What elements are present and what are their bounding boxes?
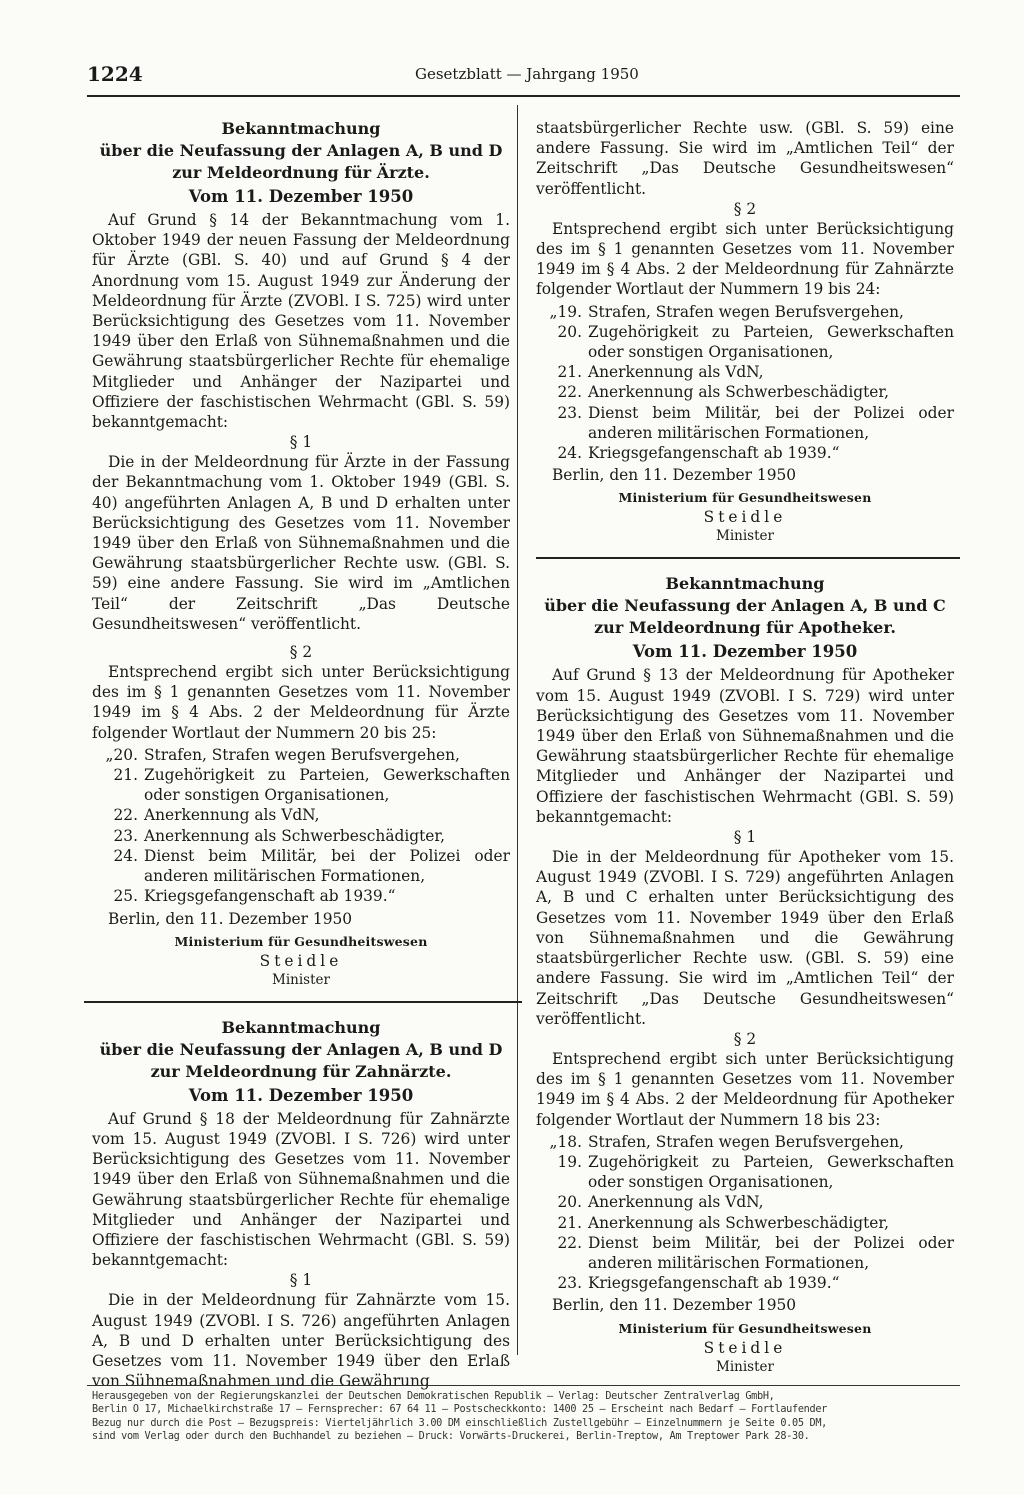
numbered-list bbox=[92, 745, 510, 907]
paragraph-text: Die in der Meldeordnung für Ärzte in der Fassung der Bekanntmachung vom 1. Oktober 1949 (GBl. S. 40) angeführten Anlagen A, B und D erhalten unter Berücksichtigung des Gesetzes vom 11. November 1949 über den Erlaß von Sühnemaßnahmen und die Gewährung staatsbürgerlicher Rechte usw. (GBl. S. 59) eine andere Fassung. Sie wird im „Amtlichen Teil“ der Zeitschrift „Das Deutsche Gesundheitswesen“ veröffentlicht. bbox=[92, 453, 510, 633]
intro-paragraph: Auf Grund § 14 der Bekanntmachung vom 1. Oktober 1949 der neuen Fassung der Meldeordnung für Ärzte (GBl. S. 40) und auf Grund § 4 der Anordnung vom 15. August 1949 zur Änderung der Meldeordnung für Ärzte (ZVOBl. I S. 725) wird unter Berücksichtigung des Gesetzes vom 11. November 1949 über den Erlaß von Sühnemaßnahmen und die Gewährung staatsbürgerlicher Rechte für ehemalige Mitglieder und Anhänger der Nazipartei und Offiziere der faschistischen Wehrmacht (GBl. S. 59) bekanntgemacht: bbox=[92, 211, 510, 432]
imprint-line: Berlin O 17, Michaelkirchstraße 17 — Fernsprecher: 67 64 11 — Postscheckkonto: 1400 25 — Erscheint nach Bedarf — Fortlaufender bbox=[92, 1404, 828, 1416]
ministry: Ministerium für Gesundheitswesen bbox=[618, 1320, 872, 1336]
list-item: 24. Kriegsgefangenschaft ab 1939.“ bbox=[557, 444, 840, 463]
section-date: Vom 11. Dezember 1950 bbox=[188, 187, 414, 206]
paragraph-label: § 2 bbox=[289, 643, 313, 662]
section-title: Bekanntmachung über die Neufassung der Anlagen A, B und C zur Meldeordnung für Apotheker. bbox=[544, 574, 946, 638]
list-item: 19. Zugehörigkeit zu Parteien, Gewerkschaften oder sonstigen Organisationen, bbox=[557, 1152, 954, 1192]
imprint-line: Herausgegeben von der Regierungskanzlei der Deutschen Demokratischen Republik — Verlag: Deutscher Zentralverlag GmbH, bbox=[92, 1391, 775, 1402]
paragraph-label: § 2 bbox=[733, 199, 757, 218]
numbered-list bbox=[536, 302, 954, 464]
place-date: Berlin, den 11. Dezember 1950 bbox=[552, 466, 797, 485]
place-date: Berlin, den 11. Dezember 1950 bbox=[552, 1296, 797, 1315]
list-item: 20. Anerkennung als VdN, bbox=[557, 1193, 764, 1212]
imprint-rule bbox=[87, 1385, 960, 1386]
column-divider bbox=[517, 105, 518, 1355]
paragraph-text: Entsprechend ergibt sich unter Berücksichtigung des im § 1 genannten Gesetzes vom 11. November 1949 im § 4 Abs. 2 der Meldeordnung für Ärzte folgender Wortlaut der Nummern 20 bis 25: bbox=[92, 663, 510, 742]
list-item: 24. Dienst beim Militär, bei der Polizei oder anderen militärischen Formationen, bbox=[113, 846, 510, 886]
right-column bbox=[536, 118, 954, 1376]
paragraph-label: § 1 bbox=[289, 433, 313, 452]
journal-title: Gesetzblatt — Jahrgang 1950 bbox=[415, 65, 639, 83]
list-item: 22. Anerkennung als VdN, bbox=[113, 806, 320, 825]
signer: Steidle bbox=[703, 508, 787, 527]
left-column bbox=[92, 118, 510, 1391]
signer: Steidle bbox=[703, 1338, 787, 1357]
section-title: Bekanntmachung über die Neufassung der Anlagen A, B und D zur Meldeordnung für Zahnärzte. bbox=[99, 1017, 503, 1081]
section-rule bbox=[84, 1001, 522, 1003]
intro-paragraph: Auf Grund § 13 der Meldeordnung für Apotheker vom 15. August 1949 (ZVOBl. I S. 729) wird unter Berücksichtigung des Gesetzes vom 11. November 1949 über den Erlaß von Sühnemaßnahmen und die Gewährung staatsbürgerlicher Rechte für ehemalige Mitglieder und Anhänger der Nazipartei und Offiziere der faschistischen Wehrmacht (GBl. S. 59) bekanntgemacht: bbox=[536, 666, 954, 826]
section-zahnaerzte bbox=[92, 1017, 510, 1392]
numbered-list bbox=[536, 1132, 954, 1294]
paragraph-text: Entsprechend ergibt sich unter Berücksichtigung des im § 1 genannten Gesetzes vom 11. November 1949 im § 4 Abs. 2 der Meldeordnung für Apotheker folgender Wortlaut der Nummern 18 bis 23: bbox=[536, 1049, 954, 1129]
signer-role: Minister bbox=[272, 971, 330, 988]
list-item: 22. Dienst beim Militär, bei der Polizei oder anderen militärischen Formationen, bbox=[557, 1233, 954, 1272]
place-date: Berlin, den 11. Dezember 1950 bbox=[108, 909, 353, 928]
list-item: „19. Strafen, Strafen wegen Berufsvergehen, bbox=[549, 302, 904, 321]
page-number: 1224 bbox=[87, 62, 143, 86]
ministry: Ministerium für Gesundheitswesen bbox=[618, 490, 872, 506]
list-item: 21. Anerkennung als Schwerbeschädigter, bbox=[557, 1213, 889, 1232]
signer: Steidle bbox=[259, 951, 343, 970]
section-zahnaerzte-continued bbox=[536, 118, 954, 545]
imprint-line: Bezug nur durch die Post — Bezugspreis: Vierteljährlich 3.00 DM einschließlich Zustellgebühr — Einzelnummern je Seite 0.05 DM, bbox=[92, 1417, 828, 1429]
section-rule bbox=[536, 557, 960, 559]
list-item: 21. Anerkennung als VdN, bbox=[557, 363, 764, 382]
list-item: 25. Kriegsgefangenschaft ab 1939.“ bbox=[113, 887, 396, 906]
section-aerzte bbox=[92, 118, 510, 989]
list-item: 22. Anerkennung als Schwerbeschädigter, bbox=[557, 383, 889, 402]
imprint-line: sind vom Verlag oder durch den Buchhandel zu beziehen — Druck: Vorwärts-Druckerei, Berlin-Treptow, Am Treptower Park 28-30. bbox=[92, 1431, 810, 1443]
list-item: „20. Strafen, Strafen wegen Berufsvergehen, bbox=[105, 745, 460, 764]
list-item: 20. Zugehörigkeit zu Parteien, Gewerkschaften oder sonstigen Organisationen, bbox=[557, 322, 954, 362]
list-item: 23. Dienst beim Militär, bei der Polizei oder anderen militärischen Formationen, bbox=[557, 403, 954, 442]
paragraph-label: § 2 bbox=[733, 1029, 757, 1048]
signer-role: Minister bbox=[716, 1358, 774, 1375]
list-item: „18. Strafen, Strafen wegen Berufsvergehen, bbox=[549, 1132, 904, 1151]
section-date: Vom 11. Dezember 1950 bbox=[188, 1085, 414, 1105]
paragraph-text: Entsprechend ergibt sich unter Berücksichtigung des im § 1 genannten Gesetzes vom 11. November 1949 im § 4 Abs. 2 der Meldeordnung für Zahnärzte folgender Wortlaut der Nummern 19 bis 24: bbox=[536, 219, 954, 299]
intro-paragraph: Auf Grund § 18 der Meldeordnung für Zahnärzte vom 15. August 1949 (ZVOBl. I S. 726) wird unter Berücksichtigung des Gesetzes vom 11. November 1949 über den Erlaß von Sühnemaßnahmen und die Gewährung staatsbürgerlicher Rechte für ehemalige Mitglieder und Anhänger der Nazipartei und Offiziere der faschistischen Wehrmacht (GBl. S. 59) bekanntgemacht: bbox=[92, 1109, 510, 1270]
header-rule bbox=[87, 95, 960, 97]
paragraph-text: Die in der Meldeordnung für Apotheker vom 15. August 1949 (ZVOBl. I S. 729) angeführten Anlagen A, B und C erhalten unter Berücksichtigung des Gesetzes vom 11. November 1949 über den Erlaß von Sühnemaßnahmen und die Gewährung staatsbürgerlicher Rechte usw. (GBl. S. 59) eine andere Fassung. Sie wird im „Amtlichen Teil“ der Zeitschrift „Das Deutsche Gesundheitswesen“ veröffentlicht. bbox=[536, 848, 954, 1028]
section-date: Vom 11. Dezember 1950 bbox=[632, 642, 858, 662]
list-item: 23. Anerkennung als Schwerbeschädigter, bbox=[113, 826, 445, 845]
section-title: Bekanntmachung über die Neufassung der Anlagen A, B und D zur Meldeordnung für Ärzte. bbox=[99, 119, 503, 182]
paragraph-text: Die in der Meldeordnung für Zahnärzte vom 15. August 1949 (ZVOBl. I S. 726) angeführten Anlagen A, B und D erhalten unter Berücksichtigung des Gesetzes vom 11. November 1949 über den Erlaß von Sühnemaßnahmen und die Gewährung bbox=[92, 1291, 510, 1391]
paragraph-label: § 1 bbox=[289, 1271, 313, 1290]
ministry: Ministerium für Gesundheitswesen bbox=[174, 933, 428, 949]
list-item: 21. Zugehörigkeit zu Parteien, Gewerkschaften oder sonstigen Organisationen, bbox=[113, 766, 510, 805]
signer-role: Minister bbox=[716, 528, 774, 545]
paragraph-label: § 1 bbox=[733, 828, 757, 847]
section-apotheker bbox=[536, 573, 954, 1375]
list-item: 23. Kriegsgefangenschaft ab 1939.“ bbox=[557, 1274, 840, 1293]
paragraph-text: staatsbürgerlicher Rechte usw. (GBl. S. 59) eine andere Fassung. Sie wird im „Amtlichen Teil“ der Zeitschrift „Das Deutsche Gesundheitswesen“ veröffentlicht. bbox=[536, 119, 954, 198]
imprint bbox=[92, 1390, 960, 1444]
